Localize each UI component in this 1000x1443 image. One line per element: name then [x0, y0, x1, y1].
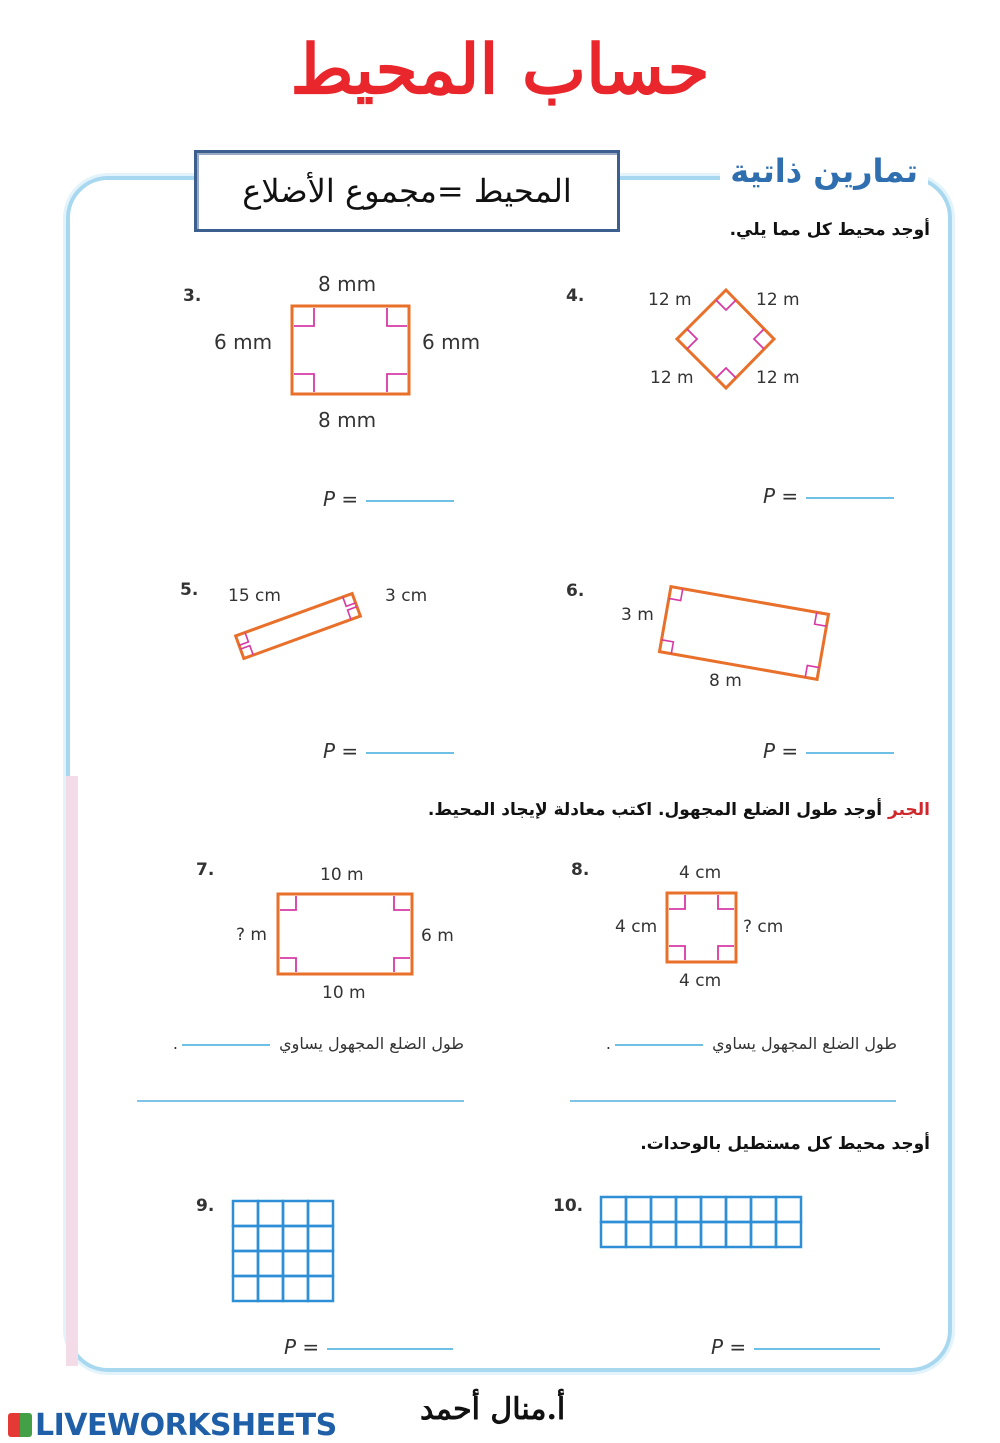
- grid-cell: [751, 1222, 776, 1247]
- liveworksheets-logo[interactable]: [8, 1408, 337, 1443]
- grid-cell: [283, 1276, 308, 1301]
- problem-8-top-label: 4 cm: [679, 863, 722, 883]
- problem-3-bottom-label: 8 mm: [318, 408, 377, 432]
- author-name: أ.منال أحمد: [420, 1392, 566, 1427]
- p-label: P =: [763, 739, 799, 763]
- p-label: P =: [763, 484, 799, 508]
- problem-7-sentence: طول الضلع المجهول يساوي .: [172, 1034, 464, 1053]
- grid-cell: [726, 1222, 751, 1247]
- instruction-find-perimeter: أوجد محيط كل مما يلي.: [729, 220, 930, 240]
- grid-cell: [751, 1197, 776, 1222]
- grid-cell: [283, 1226, 308, 1251]
- algebra-instruction-text: أوجد طول الضلع المجهول. اكتب معادلة لإيجاد المحيط.: [427, 800, 883, 820]
- problem-3-number: 3.: [183, 286, 202, 306]
- problem-8-bottom-label: 4 cm: [679, 971, 722, 991]
- problem-4-answer: [763, 484, 894, 508]
- problem-10-answer: [711, 1335, 880, 1359]
- grid-cell: [701, 1222, 726, 1247]
- problem-6-rectangle: [659, 587, 828, 680]
- grid-cell: [676, 1222, 701, 1247]
- problem-8-right-label: ? cm: [743, 917, 784, 937]
- problem-8-number: 8.: [571, 860, 590, 880]
- grid-cell: [258, 1201, 283, 1226]
- problem-3-answer: [323, 487, 454, 511]
- problem-7-bottom-label: 10 m: [322, 983, 366, 1003]
- problem-9-blank[interactable]: [327, 1348, 453, 1350]
- grid-cell: [651, 1222, 676, 1247]
- problem-10-blank[interactable]: [754, 1348, 880, 1350]
- problem-8-equation-line[interactable]: [570, 1100, 896, 1102]
- problem-4-label-tl: 12 m: [648, 290, 692, 310]
- grid-cell: [601, 1222, 626, 1247]
- grid-cell: [726, 1197, 751, 1222]
- problem-4-label-br: 12 m: [756, 368, 800, 388]
- instruction-algebra: [428, 800, 930, 820]
- problem-6-answer: [763, 739, 894, 763]
- grid-cell: [308, 1201, 333, 1226]
- grid-cell: [601, 1197, 626, 1222]
- problem-10-number: 10.: [553, 1196, 584, 1216]
- problem-7-right-label: 6 m: [421, 926, 454, 946]
- problem-3-left-label: 6 mm: [214, 330, 273, 354]
- grid-cell: [776, 1222, 801, 1247]
- logo-icon: [8, 1413, 32, 1437]
- grid-cell: [258, 1276, 283, 1301]
- problem-9-number: 9.: [196, 1196, 215, 1216]
- problem-5-long-label: 15 cm: [228, 586, 281, 606]
- problem-3-top-label: 8 mm: [318, 272, 377, 296]
- instruction-grid-perimeter: أوجد محيط كل مستطيل بالوحدات.: [640, 1134, 930, 1154]
- page-title: حساب المحيط: [290, 30, 710, 110]
- grid-cell: [233, 1251, 258, 1276]
- problem-7-number: 7.: [196, 860, 215, 880]
- p-label: P =: [284, 1335, 320, 1359]
- grid-cell: [233, 1201, 258, 1226]
- grid-cell: [283, 1251, 308, 1276]
- problem-3-blank[interactable]: [366, 500, 454, 502]
- algebra-label: الجبر: [888, 800, 930, 820]
- problem-3-right-label: 6 mm: [422, 330, 481, 354]
- p-label: P =: [323, 487, 359, 511]
- problem-6-long-label: 8 m: [709, 671, 742, 691]
- problem-6-short-label: 3 m: [621, 605, 654, 625]
- grid-cell: [233, 1226, 258, 1251]
- grid-cell: [626, 1222, 651, 1247]
- problem-9-grid: [233, 1201, 333, 1301]
- problem-8-square: [667, 893, 736, 962]
- problem-3-rectangle: [292, 306, 409, 394]
- grid-cell: [776, 1197, 801, 1222]
- problem-4-label-bl: 12 m: [650, 368, 694, 388]
- problem-8-sentence: طول الضلع المجهول يساوي .: [605, 1034, 897, 1053]
- problem-8-unknown-blank[interactable]: [615, 1044, 703, 1046]
- grid-cell: [233, 1276, 258, 1301]
- section-heading: تمارين ذاتية: [720, 152, 928, 190]
- problem-9-answer: [284, 1335, 453, 1359]
- problem-4-number: 4.: [566, 286, 585, 306]
- problem-7-top-label: 10 m: [320, 865, 364, 885]
- problem-5-number: 5.: [180, 580, 199, 600]
- grid-cell: [258, 1226, 283, 1251]
- problem-8-left-label: 4 cm: [615, 917, 658, 937]
- problem-5-answer: [323, 739, 454, 763]
- problem-5-blank[interactable]: [366, 752, 454, 754]
- grid-cell: [651, 1197, 676, 1222]
- problem-7-equation-line[interactable]: [137, 1100, 464, 1102]
- grid-cell: [258, 1251, 283, 1276]
- problem-6-number: 6.: [566, 581, 585, 601]
- p-label: P =: [711, 1335, 747, 1359]
- grid-cell: [626, 1197, 651, 1222]
- problem-7-unknown-blank[interactable]: [182, 1044, 270, 1046]
- p-label: P =: [323, 739, 359, 763]
- problem-6-blank[interactable]: [806, 752, 894, 754]
- grid-cell: [308, 1226, 333, 1251]
- problem-5-short-label: 3 cm: [385, 586, 428, 606]
- problem-4-blank[interactable]: [806, 497, 894, 499]
- problem-7-left-label: ? m: [236, 925, 267, 945]
- problem-4-label-tr: 12 m: [756, 290, 800, 310]
- problem-10-grid: [601, 1197, 801, 1247]
- grid-cell: [283, 1201, 308, 1226]
- grid-cell: [701, 1197, 726, 1222]
- grid-cell: [308, 1276, 333, 1301]
- grid-cell: [676, 1197, 701, 1222]
- logo-text: LIVEWORKSHEETS: [35, 1408, 337, 1443]
- grid-cell: [308, 1251, 333, 1276]
- formula-text: المحيط =مجموع الأضلاع: [242, 172, 572, 210]
- problem-7-rectangle: [278, 894, 412, 974]
